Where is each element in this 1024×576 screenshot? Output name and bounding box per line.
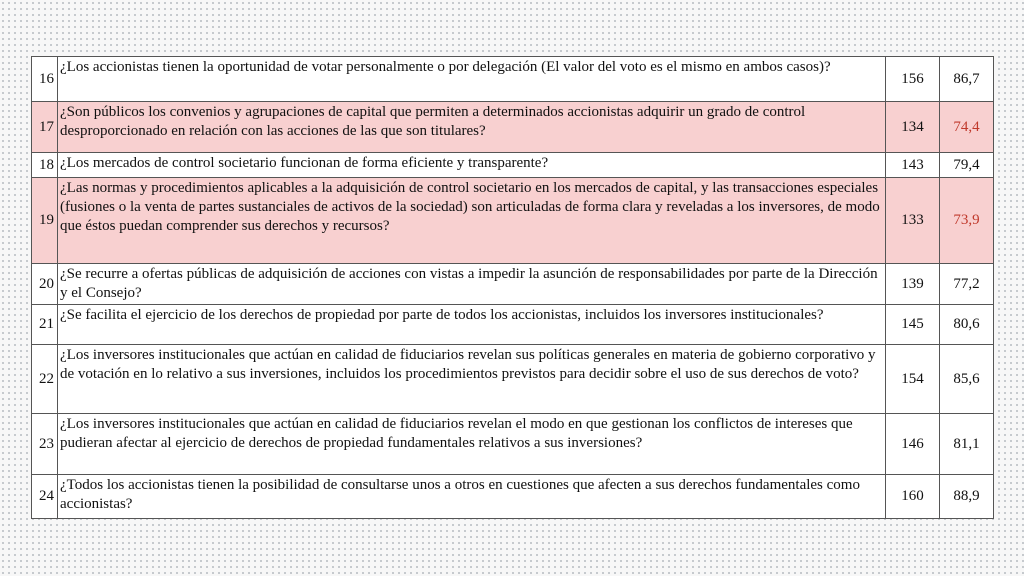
response-count: 145 <box>886 305 940 345</box>
response-count: 134 <box>886 102 940 153</box>
table-row <box>32 178 994 264</box>
row-number: 23 <box>32 414 58 475</box>
response-count: 139 <box>886 264 940 305</box>
row-number: 19 <box>32 178 58 264</box>
response-percent: 77,2 <box>940 264 994 305</box>
response-percent: 85,6 <box>940 345 994 414</box>
row-number: 22 <box>32 345 58 414</box>
question-text: ¿Los mercados de control societario funcionan de forma eficiente y transparente? <box>58 153 886 178</box>
question-text: ¿Se recurre a ofertas públicas de adquisición de acciones con vistas a impedir la asunción de responsabilidades por parte de la Dirección y el Consejo? <box>58 264 886 305</box>
row-number: 16 <box>32 57 58 102</box>
response-percent: 79,4 <box>940 153 994 178</box>
response-percent: 74,4 <box>940 102 994 153</box>
response-count: 143 <box>886 153 940 178</box>
row-number: 24 <box>32 475 58 519</box>
response-percent: 88,9 <box>940 475 994 519</box>
question-text: ¿Los accionistas tienen la oportunidad de votar personalmente o por delegación (El valor del voto es el mismo en ambos casos)? <box>58 57 886 102</box>
response-count: 154 <box>886 345 940 414</box>
row-number: 17 <box>32 102 58 153</box>
table-row <box>32 264 994 305</box>
question-text: ¿Los inversores institucionales que actúan en calidad de fiduciarios revelan sus políticas generales en materia de gobierno corporativo y de votación en lo relativo a sus inversiones, incluidos los procedimientos previstos para decidir sobre el uso de sus derechos de voto? <box>58 345 886 414</box>
question-text: ¿Las normas y procedimientos aplicables a la adquisición de control societario en los mercados de capital, y las transacciones especiales (fusiones o la venta de partes sustanciales de activos de la sociedad) son articuladas de forma clara y reveladas a los inversores, de modo que éstos puedan comprender sus derechos y recursos? <box>58 178 886 264</box>
table-row <box>32 345 994 414</box>
table-row <box>32 414 994 475</box>
table-row <box>32 102 994 153</box>
table-row <box>32 305 994 345</box>
response-count: 146 <box>886 414 940 475</box>
question-text: ¿Los inversores institucionales que actúan en calidad de fiduciarios revelan el modo en que gestionan los conflictos de intereses que pudieran afectar al ejercicio de derechos de propiedad fundamentales relativos a sus inversiones? <box>58 414 886 475</box>
table-body <box>32 57 994 519</box>
survey-table <box>31 56 994 519</box>
response-percent: 80,6 <box>940 305 994 345</box>
question-text: ¿Todos los accionistas tienen la posibilidad de consultarse unos a otros en cuestiones que afecten a sus derechos fundamentales como accionistas? <box>58 475 886 519</box>
row-number: 20 <box>32 264 58 305</box>
response-count: 156 <box>886 57 940 102</box>
slide-sheet <box>31 56 993 518</box>
table-row <box>32 475 994 519</box>
row-number: 21 <box>32 305 58 345</box>
row-number: 18 <box>32 153 58 178</box>
table-row <box>32 153 994 178</box>
response-percent: 81,1 <box>940 414 994 475</box>
response-count: 133 <box>886 178 940 264</box>
question-text: ¿Se facilita el ejercicio de los derechos de propiedad por parte de todos los accionistas, incluidos los inversores institucionales? <box>58 305 886 345</box>
table-row <box>32 57 994 102</box>
question-text: ¿Son públicos los convenios y agrupaciones de capital que permiten a determinados accionistas adquirir un grado de control desproporcionado en relación con las acciones de las que son titulares? <box>58 102 886 153</box>
response-percent: 86,7 <box>940 57 994 102</box>
response-count: 160 <box>886 475 940 519</box>
response-percent: 73,9 <box>940 178 994 264</box>
